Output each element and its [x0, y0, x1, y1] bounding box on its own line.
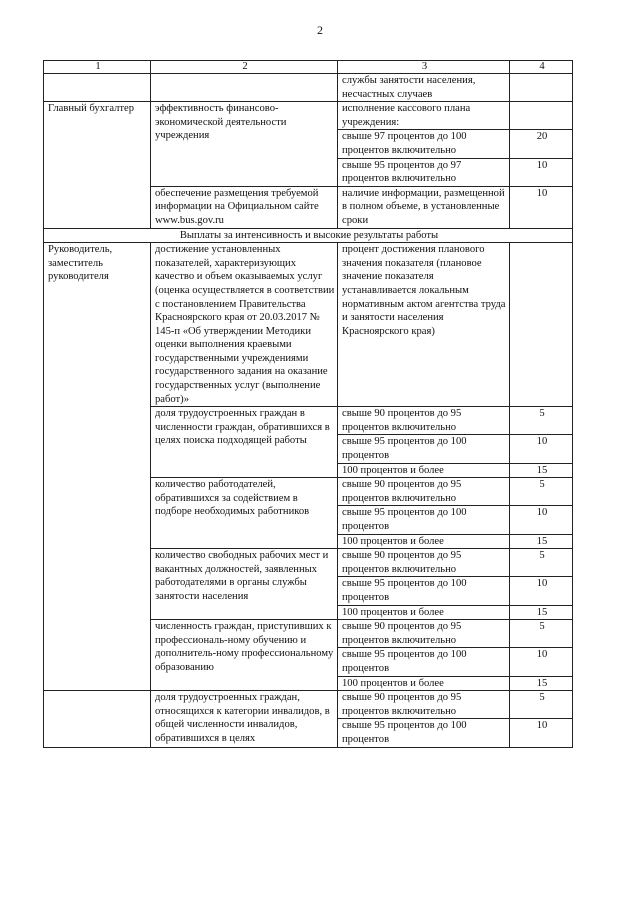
page-number: 2: [317, 23, 323, 37]
points-cell: 10: [510, 719, 573, 747]
points-cell: 5: [510, 691, 573, 719]
criterion-cell: свыше 95 процентов до 100 процентов: [338, 577, 510, 605]
criterion-cell: свыше 95 процентов до 100 процентов: [338, 648, 510, 676]
points-cell: 10: [510, 186, 573, 228]
criterion-cell: свыше 95 процентов до 100 процентов: [338, 506, 510, 534]
section-title: Выплаты за интенсивность и высокие результаты работы: [44, 228, 573, 243]
section-row: [44, 228, 573, 243]
points-cell: 5: [510, 549, 573, 577]
table-row: [44, 243, 573, 407]
indicator-cell: доля трудоустроенных граждан, относящихся к категории инвалидов, в общей численности инвалидов, обратившихся в целях: [151, 691, 338, 747]
criteria-table: [43, 60, 573, 748]
points-cell: 15: [510, 463, 573, 478]
points-cell: 10: [510, 577, 573, 605]
points-cell: 5: [510, 407, 573, 435]
position-cell: Главный бухгалтер: [44, 102, 151, 228]
column-header-3: 3: [338, 61, 510, 74]
indicator-cell: численность граждан, приступивших к профессиональ-ному обучению и дополнитель-ному профессиональному образованию: [151, 620, 338, 691]
column-header-1: 1: [44, 61, 151, 74]
criterion-cell: свыше 90 процентов до 95 процентов включительно: [338, 620, 510, 648]
points-cell: 10: [510, 435, 573, 463]
criterion-cell: исполнение кассового плана учреждения:: [338, 102, 510, 130]
indicator-cell: достижение установленных показателей, характеризующих качество и объем оказываемых услуг (оценка осуществляется в соответствии с постановлением Правительства Красноярского края от 20.03.2017 № 145-п «Об утверждении Методики оценки выполнения краевыми государственными учреждениями государственного задания на оказание государственных услуг (выполнение работ)»: [151, 243, 338, 407]
indicator-cell: обеспечение размещения требуемой информации на Официальном сайте www.bus.gov.ru: [151, 186, 338, 228]
column-header-2: 2: [151, 61, 338, 74]
criterion-cell: свыше 97 процентов до 100 процентов включительно: [338, 130, 510, 158]
points-cell: 5: [510, 478, 573, 506]
criterion-cell: свыше 95 процентов до 100 процентов: [338, 719, 510, 747]
points-cell: 10: [510, 158, 573, 186]
column-header-4: 4: [510, 61, 573, 74]
indicator-cell: количество свободных рабочих мест и вакантных должностей, заявленных работодателями в органы службы занятости населения: [151, 549, 338, 620]
criterion-cell: процент достижения планового значения показателя (плановое значение показателя устанавливается локальным нормативным актом агентства труда и занятости населения Красноярского края): [338, 243, 510, 407]
points-cell: 10: [510, 506, 573, 534]
criterion-cell: свыше 90 процентов до 95 процентов включительно: [338, 549, 510, 577]
points-cell: 15: [510, 676, 573, 691]
criterion-cell: свыше 90 процентов до 95 процентов включительно: [338, 691, 510, 719]
indicator-cell: доля трудоустроенных граждан в численности граждан, обратившихся в целях поиска подходящей работы: [151, 407, 338, 478]
table-row: [44, 102, 573, 130]
points-cell: 5: [510, 620, 573, 648]
table-row: [44, 74, 573, 102]
indicator-cell: эффективность финансово-экономической деятельности учреждения: [151, 102, 338, 187]
points-cell: 15: [510, 534, 573, 549]
criterion-cell: свыше 95 процентов до 100 процентов: [338, 435, 510, 463]
indicator-cell: количество работодателей, обратившихся за содействием в подборе необходимых работников: [151, 478, 338, 549]
points-cell: 15: [510, 605, 573, 620]
criterion-cell: 100 процентов и более: [338, 605, 510, 620]
criterion-cell: 100 процентов и более: [338, 463, 510, 478]
criterion-cell: свыше 90 процентов до 95 процентов включительно: [338, 478, 510, 506]
points-cell: 10: [510, 648, 573, 676]
criterion-cell: наличие информации, размещенной в полном объеме, в установленные сроки: [338, 186, 510, 228]
criterion-cell: свыше 90 процентов до 95 процентов включительно: [338, 407, 510, 435]
criterion-cell: службы занятости населения, несчастных случаев: [338, 74, 510, 102]
criterion-cell: 100 процентов и более: [338, 534, 510, 549]
criterion-cell: 100 процентов и более: [338, 676, 510, 691]
points-cell: 20: [510, 130, 573, 158]
table-header-row: [44, 61, 573, 74]
table-row: [44, 691, 573, 719]
criterion-cell: свыше 95 процентов до 97 процентов включительно: [338, 158, 510, 186]
position-cell: Руководитель, заместитель руководителя: [44, 243, 151, 691]
